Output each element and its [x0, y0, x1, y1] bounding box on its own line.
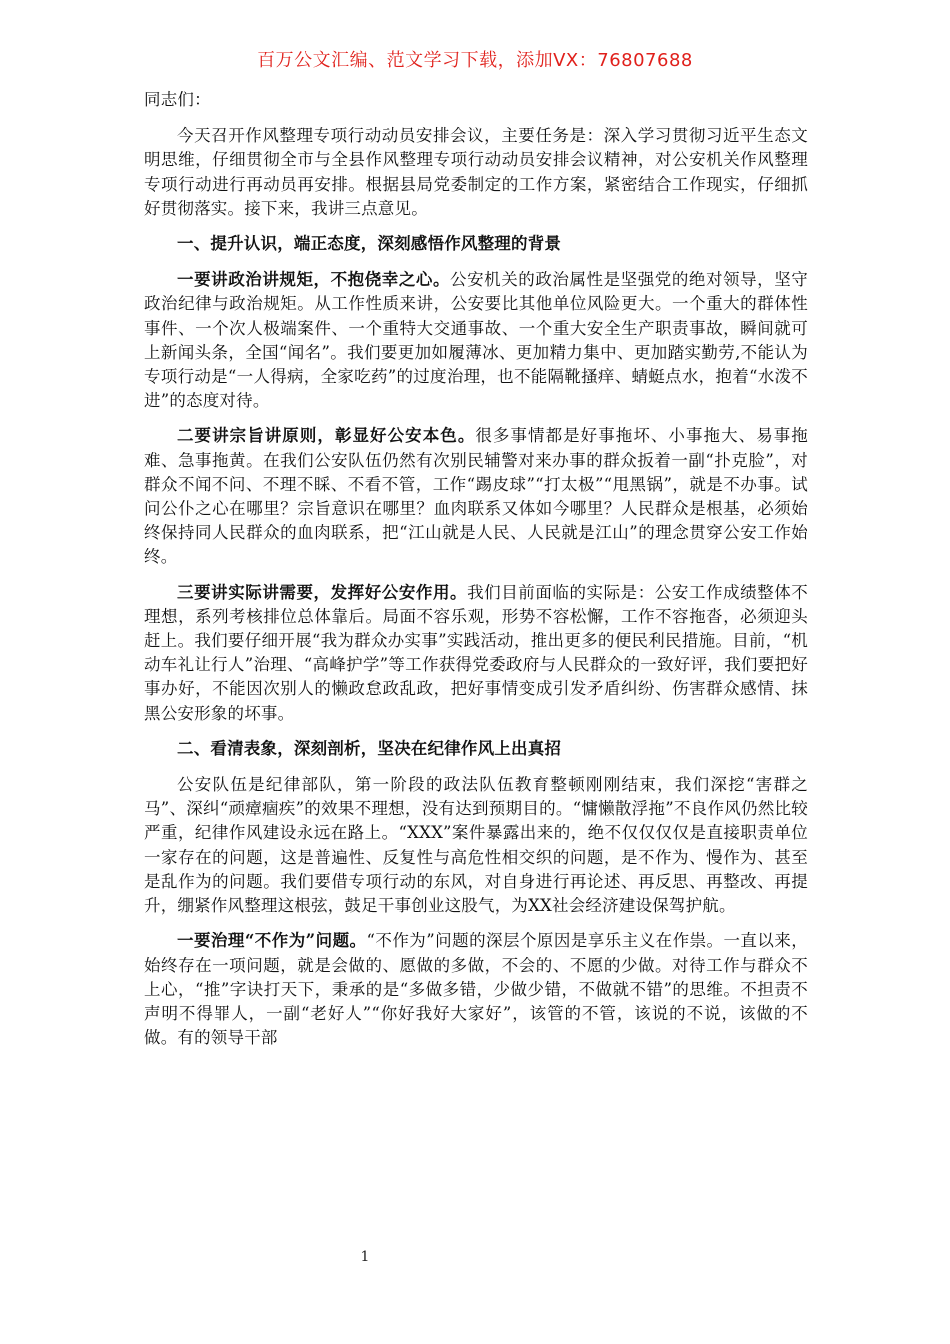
greeting: 同志们：	[144, 90, 211, 109]
intro-paragraph: 今天召开作风整理专项行动动员安排会议，主要任务是：深入学习贯彻习近平生态文明思维，仔细贯彻全市与全县作风整理专项行动动员安排会议精神，对公安机关作风整理专项行动进行再动员再安排。根据县局党委制定的工作方案，紧密结合工作现实，仔细抓好贯彻落实。接下来，我讲三点意见。	[144, 126, 808, 218]
paragraph-lead: 一要治理“不作为”问题。	[177, 931, 367, 951]
document-body	[144, 88, 808, 1061]
paragraph-body: 很多事情都是好事拖坏、小事拖大、易事拖难、急事拖黄。在我们公安队伍仍然有次别民辅警对来办事的群众扳着一副“扑克脸”，对群众不闻不问、不理不睬、不看不管，工作“踢皮球”“打太极”“甩黑锅”，就是不办事。试问公仆之心在哪里？宗旨意识在哪里？血肉联系又体如今哪里？人民群众是根基，必须始终保持同人民群众的血肉联系，把“江山就是人民、人民就是江山”的理念贯穿公安工作始终。	[144, 426, 808, 567]
paragraph-body: 我们目前面临的实际是：公安工作成绩整体不理想，系列考核排位总体靠后。局面不容乐观，形势不容松懈，工作不容拖沓，必须迎头赶上。我们要仔细开展“我为群众办实事”实践活动，推出更多的便民利民措施。目前，“机动车礼让行人”治理、“高峰护学”等工作获得党委政府与人民群众的一致好评，我们要把好事办好，不能因次别人的懒政怠政乱政，把好事情变成引发矛盾纠纷、伤害群众感情、抹黑公安形象的坏事。	[144, 582, 809, 723]
paragraph	[144, 581, 808, 726]
paragraph-lead: 一要讲政治讲规矩，不抱侥幸之心。	[177, 270, 451, 290]
paragraph: 公安队伍是纪律部队，第一阶段的政法队伍教育整顿刚刚结束，我们深挖“害群之马”、深纠“顽瘴痼疾”的效果不理想，没有达到预期目的。“慵懒散浮拖”不良作风仍然比较严重，纪律作风建设永远在路上。“XXX”案件暴露出来的，绝不仅仅仅仅是直接职责单位一家存在的问题，这是普遍性、反复性与高危性相交织的问题，是不作为、慢作为、甚至是乱作为的问题。我们要借专项行动的东风，对自身进行再论述、再反思、再整改、再提升，绷紧作风整理这根弦，鼓足干事创业这股气，为XX社会经济建设保驾护航。	[144, 775, 808, 916]
paragraph	[144, 424, 808, 569]
section-heading-1: 一、提升认识，端正态度，深刻感悟作风整理的背景	[177, 234, 562, 254]
paragraph	[144, 929, 808, 1050]
paragraph	[144, 268, 808, 413]
header-banner: 百万公文汇编、范文学习下载，添加VX：76807688	[257, 50, 693, 71]
paragraph-lead: 三要讲实际讲需要，发挥好公安作用。	[177, 582, 468, 602]
page-number: 1	[360, 1249, 370, 1265]
section-heading-2: 二、看清表象，深刻剖析，坚决在纪律作风上出真招	[177, 738, 562, 758]
paragraph-body: “不作为”问题的深层个原因是享乐主义在作祟。一直以来，始终存在一项问题，就是会做的、愿做的多做，不会的、不愿的少做。对待工作与群众不上心，“推”字诀打天下，秉承的是“多做多错，少做少错，不做就不错”的思维。不担责不声明不得罪人，一副“老好人”“你好我好大家好”，该管的不管，该说的不说，该做的不做。有的领导干部	[144, 931, 808, 1048]
paragraph-body: 公安机关的政治属性是坚强党的绝对领导，坚守政治纪律与政治规矩。从工作性质来讲，公安要比其他单位风险更大。一个重大的群体性事件、一个次人极端案件、一个重特大交通事故、一个重大安全生产职责事故，瞬间就可上新闻头条，全国“闻名”。我们要更加如履薄冰、更加精力集中、更加踏实勤劳,不能认为专项行动是“一人得病，全家吃药”的过度治理，也不能隔靴搔痒、蜻蜓点水，抱着“水泼不进”的态度对待。	[144, 270, 809, 411]
paragraph-lead: 二要讲宗旨讲原则，彰显好公安本色。	[177, 426, 476, 446]
